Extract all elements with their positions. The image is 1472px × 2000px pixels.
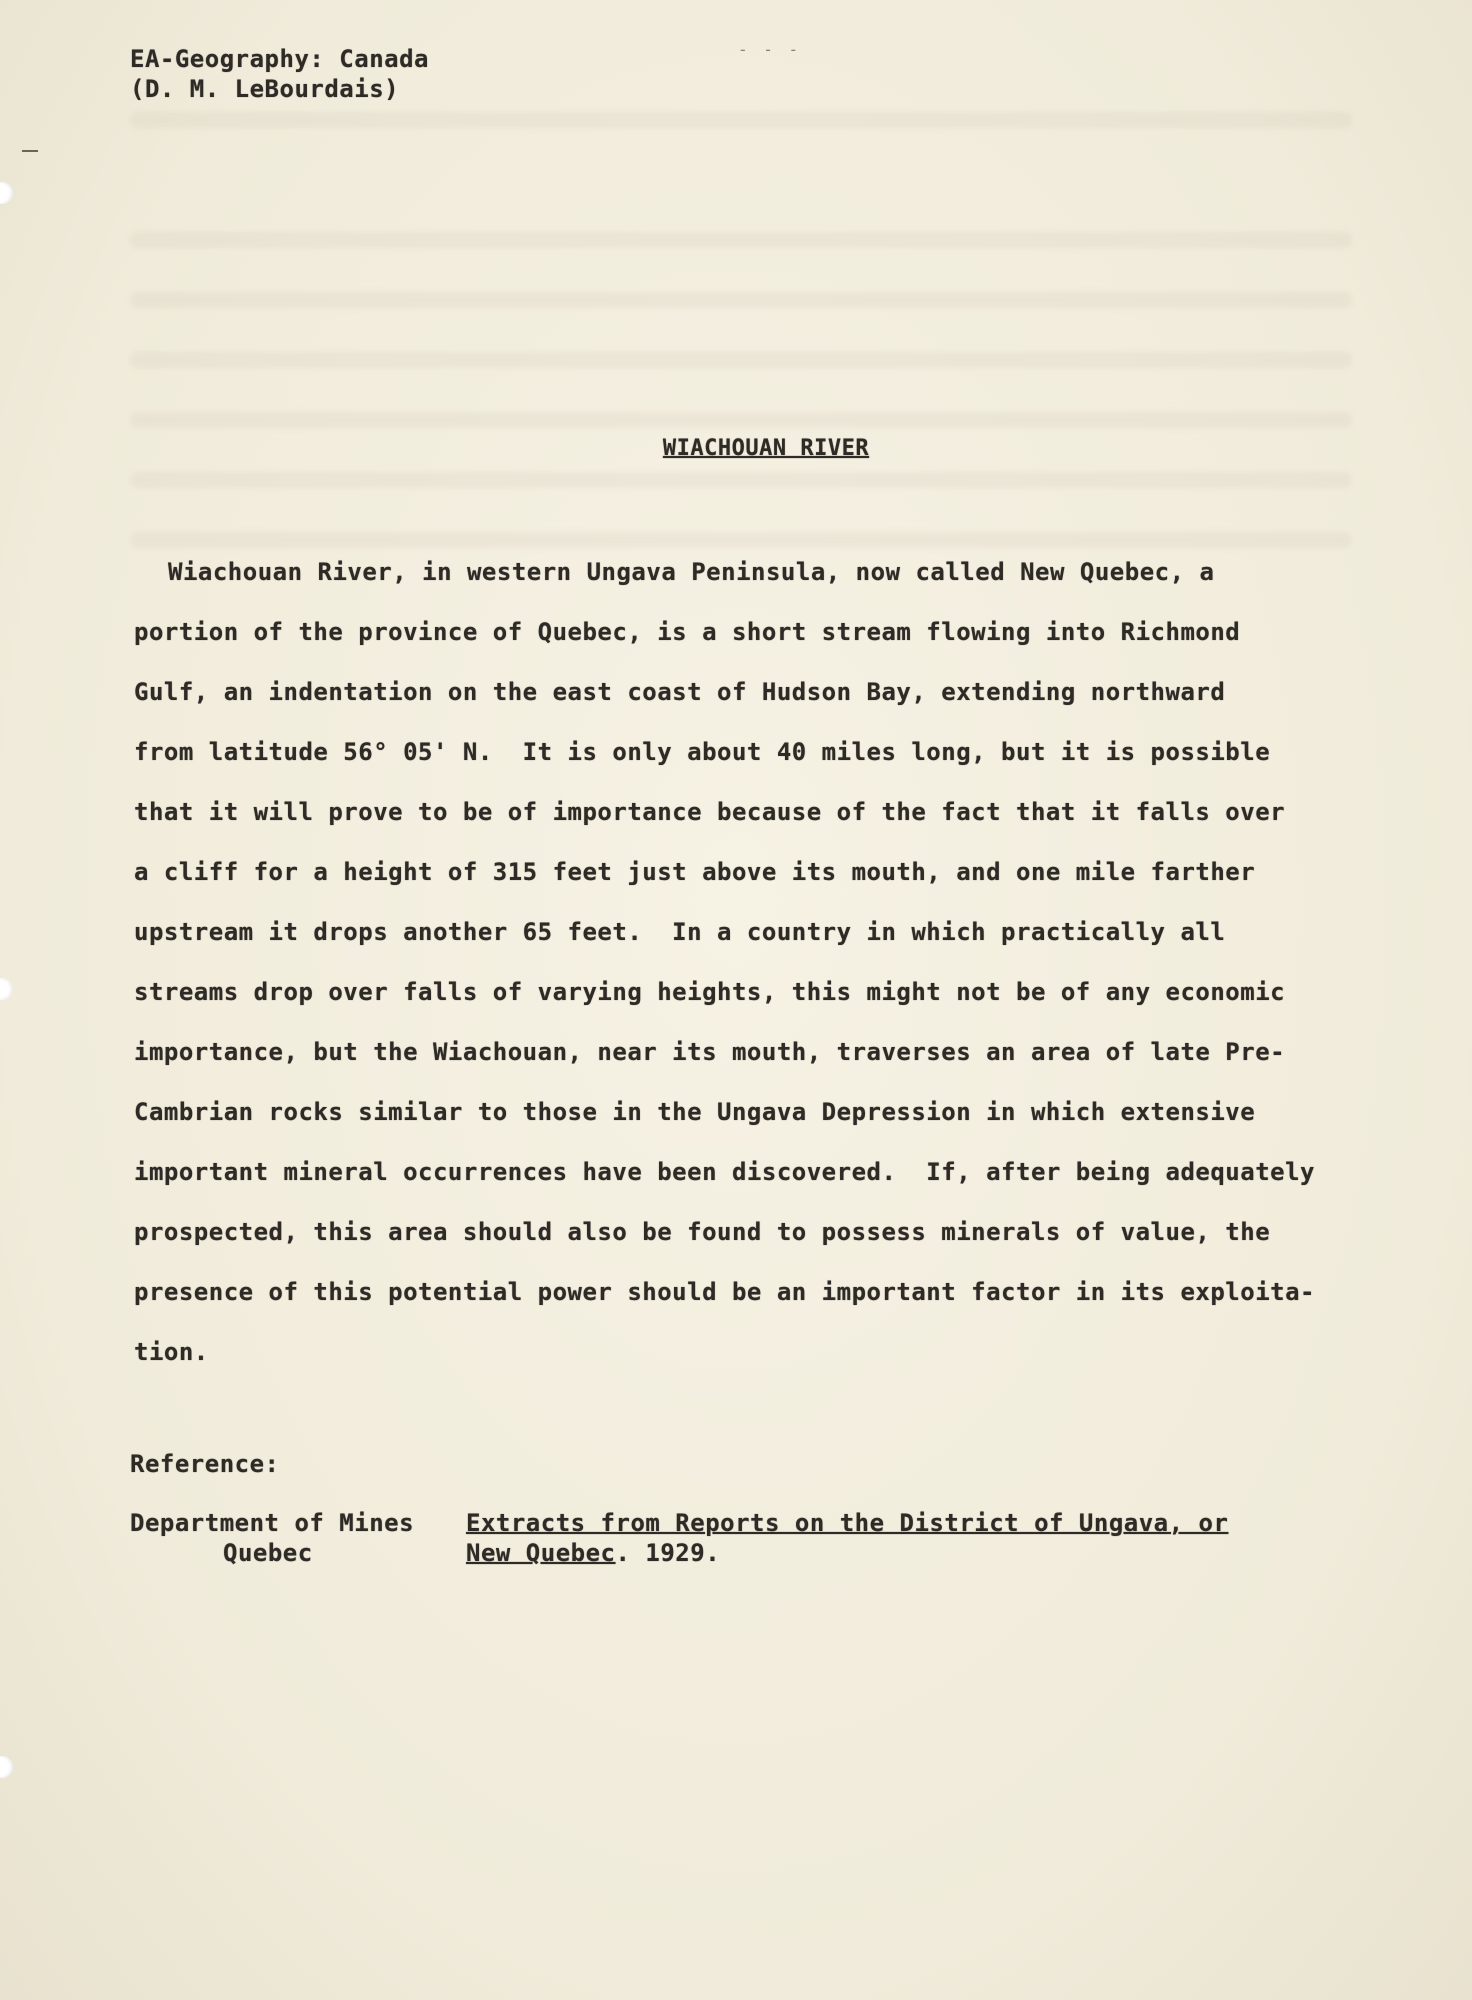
punch-hole [0,978,13,1000]
citation-title-line2: New Quebec [466,1539,616,1567]
reference-province: Quebec [223,1539,313,1567]
body-line: streams drop over falls of varying heights, this might not be of any economic [134,978,1286,1006]
citation-year: . 1929. [615,1539,721,1567]
author-line: (D. M. LeBourdais) [130,75,400,103]
bleed-through-line [130,292,1352,308]
body-line: that it will prove to be of importance because of the fact that it falls over [134,798,1286,826]
body-line: a cliff for a height of 315 feet just above its mouth, and one mile farther [134,858,1256,886]
body-line: upstream it drops another 65 feet. In a country in which practically all [134,918,1226,946]
body-line: prospected, this area should also be found to possess minerals of value, the [134,1218,1271,1246]
bleed-through-line [130,532,1352,548]
bleed-through-line [130,112,1352,128]
body-line: presence of this potential power should be an important factor in its exploita- [134,1278,1315,1306]
reference-citation [466,1508,1228,1568]
body-line: Gulf, an indentation on the east coast of Hudson Bay, extending northward [134,678,1226,706]
body-line: Wiachouan River, in western Ungava Peninsula, now called New Quebec, a [168,558,1215,586]
document-header [130,44,429,104]
body-line: portion of the province of Quebec, is a short stream flowing into Richmond [134,618,1241,646]
punch-hole [0,182,13,204]
bleed-through-line [130,472,1352,488]
reference-source [130,1508,414,1568]
body-line: importance, but the Wiachouan, near its mouth, traverses an area of late Pre- [134,1038,1286,1066]
body-line: tion. [134,1338,209,1366]
bleed-through-line [130,232,1352,248]
reference-label: Reference: [130,1450,280,1478]
body-line: important mineral occurrences have been discovered. If, after being adequately [134,1158,1315,1186]
body-line: Cambrian rocks similar to those in the Ungava Depression in which extensive [134,1098,1256,1126]
subject-line: EA-Geography: Canada [130,45,429,73]
reference-department: Department of Mines [130,1509,415,1537]
citation-title-line1: Extracts from Reports on the District of Ungava, or [466,1509,1229,1537]
bleed-through-line [130,412,1352,428]
top-mark: - - - [738,40,802,59]
document-title: WIACHOUAN RIVER [662,436,870,461]
body-line: from latitude 56° 05' N. It is only about 40 miles long, but it is possible [134,738,1271,766]
bleed-through-line [130,352,1352,368]
punch-hole [0,1756,13,1778]
margin-mark [22,150,38,152]
